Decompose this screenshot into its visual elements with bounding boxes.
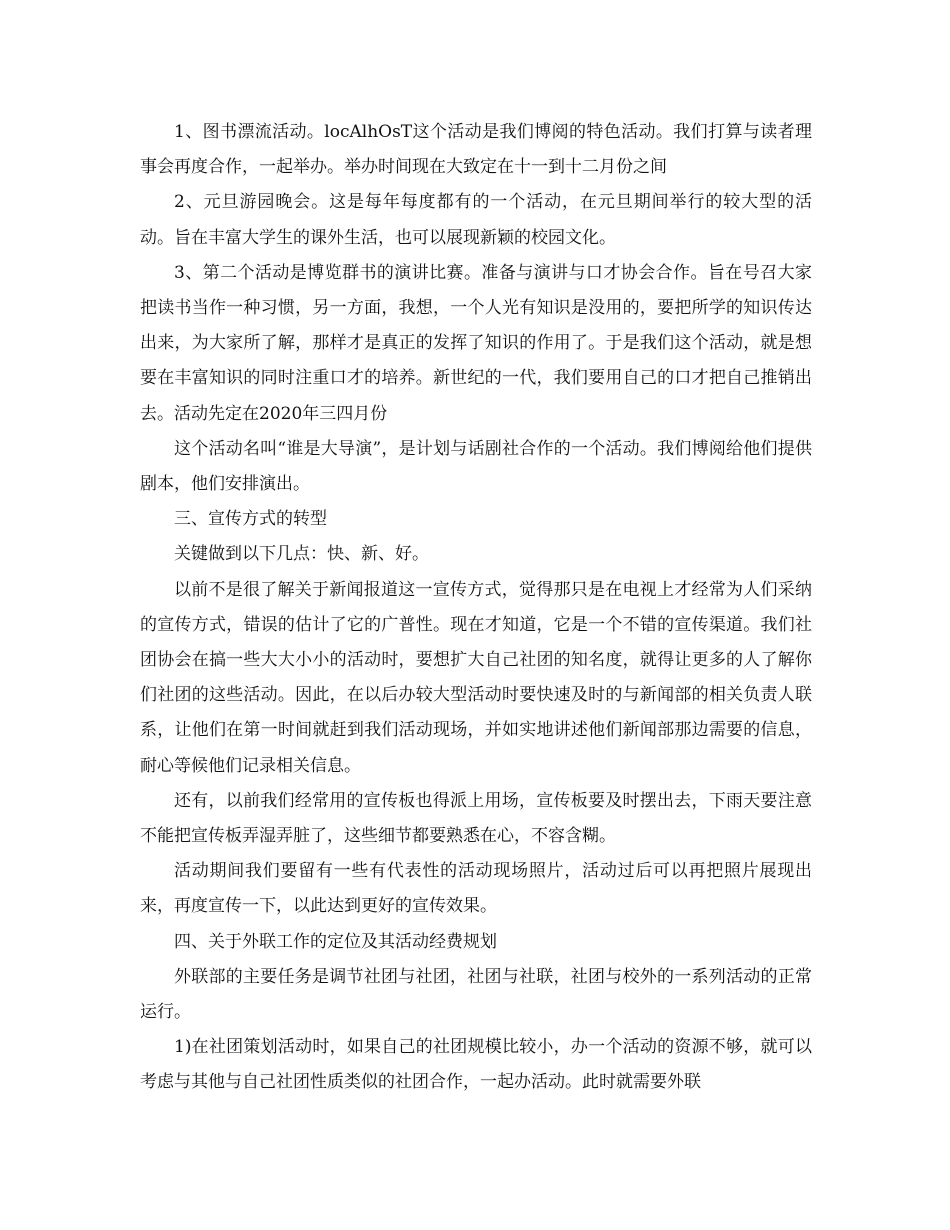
paragraph-book-drifting: 1、图书漂流活动。locAlhOsT这个活动是我们博阅的特色活动。我们打算与读者理事会再度合作，一起举办。举办时间现在大致定在十一到十二月份之间 (140, 122, 812, 178)
paragraph-liaison-tasks: 外联部的主要任务是调节社团与社团，社团与社联，社团与校外的一系列活动的正常运行。 (140, 966, 812, 1023)
section-heading-liaison: 四、关于外联工作的定位及其活动经费规划 (174, 931, 497, 952)
paragraph-cooperation: 1)在社团策划活动时，如果自己的社团规模比较小，办一个活动的资源不够，就可以考虑与其他与自己社团性质类似的社团合作，一起办活动。此时就需要外联 (140, 1037, 812, 1093)
paragraph-photos: 活动期间我们要留有一些有代表性的活动现场照片，活动过后可以再把照片展现出来，再度宣传一下，以此达到更好的宣传效果。 (140, 861, 812, 917)
paragraph-speech-contest: 3、第二个活动是博览群书的演讲比赛。准备与演讲与口才协会合作。旨在号召大家把读书当作一种习惯，另一方面，我想，一个人光有知识是没用的，要把所学的知识传达出来，为大家所了解，那样才是真正的发挥了知识的作用了。于是我们这个活动，就是想要在丰富知识的同时注重口才的培养。新世纪的一代，我们要用自己的口才把自己推销出去。活动先定在2020年三四月份 (140, 262, 812, 424)
document-body (140, 115, 812, 1101)
paragraph-director-activity: 这个活动名叫“谁是大导演”，是计划与话剧社合作的一个活动。我们博阅给他们提供剧本，他们安排演出。 (140, 438, 812, 495)
paragraph-new-year-party: 2、元旦游园晚会。这是每年每度都有的一个活动，在元旦期间举行的较大型的活动。旨在丰富大学生的课外生活，也可以展现新颖的校园文化。 (140, 192, 812, 248)
paragraph-publicity-board: 还有，以前我们经常用的宣传板也得派上用场，宣传板要及时摆出去，下雨天要注意不能把宣传板弄湿弄脏了，这些细节都要熟悉在心，不容含糊。 (140, 790, 812, 847)
paragraph-key-points: 关键做到以下几点：快、新、好。 (174, 544, 429, 565)
paragraph-news-reporting: 以前不是很了解关于新闻报道这一宣传方式，觉得那只是在电视上才经常为人们采纳的宣传方式，错误的估计了它的广普性。现在才知道，它是一个不错的宣传渠道。我们社团协会在搞一些大大小小的活动时，要想扩大自己社团的知名度，就得让更多的人了解你们社团的这些活动。因此，在以后办较大型活动时要快速及时的与新闻部的相关负责人联系，让他们在第一时间就赶到我们活动现场，并如实地讲述他们新闻部那边需要的信息，耐心等候他们记录相关信息。 (140, 579, 812, 776)
section-heading-publicity: 三、宣传方式的转型 (174, 509, 327, 530)
